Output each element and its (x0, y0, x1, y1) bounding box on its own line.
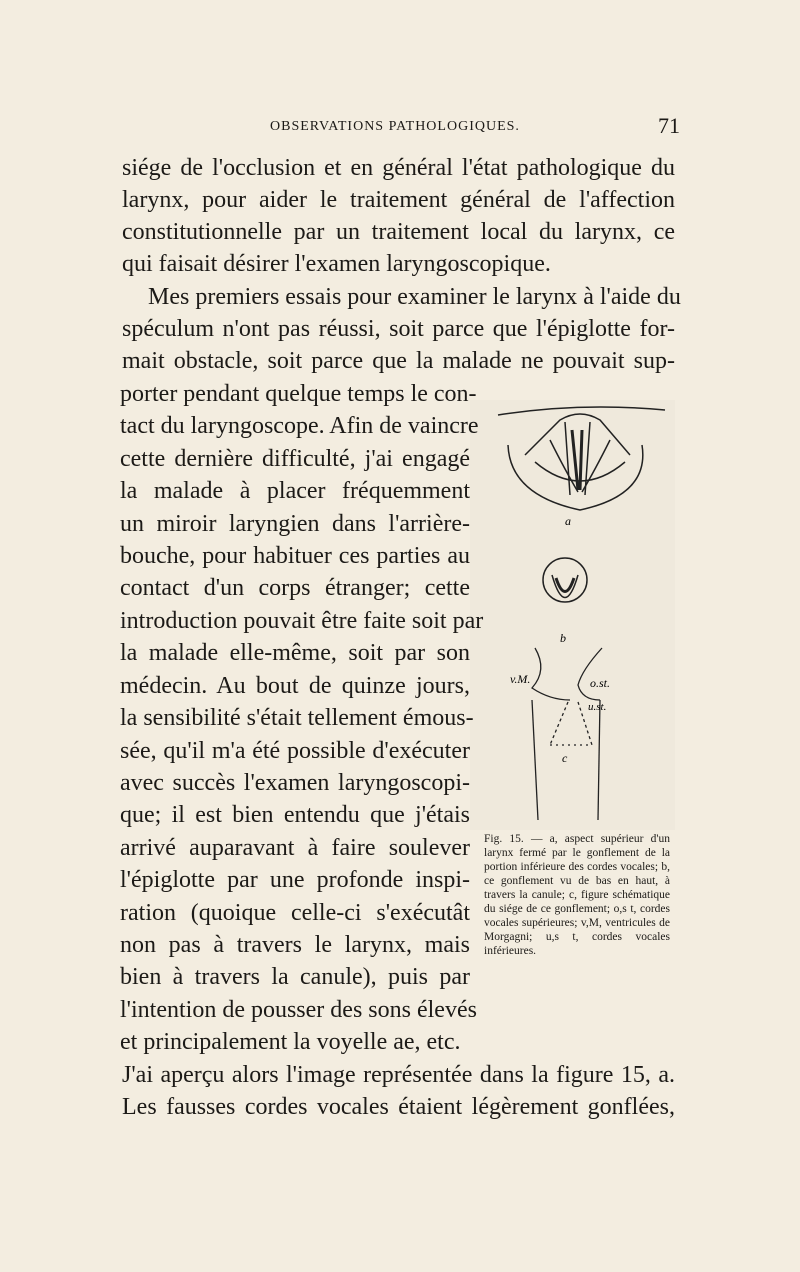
figure-caption: Fig. 15. — a, aspect supérieur d'un larynx fermé par le gonflement de la portion inférieure des cordes vocales; b, ce gonflement vu de bas en haut, à travers la canule; c, figure schématique du siége de ce gonflement; o,s t, cordes vocales supérieures; v,M, ventricules de Morgagni; u,s t, cordes vocales inférieures. (484, 833, 670, 957)
text-line: constitutionnelle par un traitement local du larynx, ce (122, 219, 675, 245)
text-line: J'ai aperçu alors l'image représentée dans la figure 15, a. (122, 1062, 675, 1088)
text-line: Les fausses cordes vocales étaient légèrement gonflées, (122, 1094, 675, 1120)
figure-c-schematic (532, 648, 602, 820)
figure-label-c: c (562, 751, 568, 765)
text-line: l'intention de pousser des sons élevés (120, 997, 477, 1023)
text-line: siége de l'occlusion et en général l'état pathologique du (122, 155, 675, 181)
text-line: Mes premiers essais pour examiner le larynx à l'aide du (148, 284, 681, 310)
text-line: la malade elle-même, soit par son (120, 640, 470, 666)
text-line: ration (quoique celle-ci s'exécutât (120, 900, 470, 926)
text-line: et principalement la voyelle ae, etc. (120, 1029, 461, 1055)
text-line: mait obstacle, soit parce que la malade ne pouvait sup- (122, 348, 675, 374)
text-line: porter pendant quelque temps le con- (120, 381, 477, 407)
text-line: médecin. Au bout de quinze jours, (120, 673, 470, 699)
larynx-figure (490, 400, 670, 830)
text-line: larynx, pour aider le traitement général de l'affection (122, 187, 675, 213)
text-line: cette dernière difficulté, j'ai engagé (120, 446, 470, 472)
text-line: l'épiglotte par une profonde inspi- (120, 867, 470, 893)
page-header (120, 115, 680, 145)
figure-label-a: a (565, 514, 571, 528)
text-line: contact d'un corps étranger; cette (120, 575, 470, 601)
figure-label-vm: v.M. (510, 672, 531, 686)
text-line: la malade à placer fréquemment (120, 478, 470, 504)
page-number: 71 (658, 113, 680, 138)
text-line: un miroir laryngien dans l'arrière- (120, 511, 470, 537)
text-line: non pas à travers le larynx, mais (120, 932, 470, 958)
figure-label-ust: u.st. (588, 701, 607, 713)
text-line: la sensibilité s'était tellement émous- (120, 705, 474, 731)
figure-label-ost: o.st. (590, 676, 611, 690)
text-line: avec succès l'examen laryngoscopi- (120, 770, 470, 796)
text-line: tact du laryngoscope. Afin de vaincre (120, 413, 479, 439)
text-line: que; il est bien entendu que j'étais (120, 802, 470, 828)
figure-label-b: b (560, 631, 566, 645)
figure-a-larynx-top-view (498, 407, 665, 510)
text-line: qui faisait désirer l'examen laryngoscopique. (122, 251, 551, 277)
text-line: bien à travers la canule), puis par (120, 964, 470, 990)
figure-b-ring (543, 558, 587, 602)
text-line: sée, qu'il m'a été possible d'exécuter (120, 738, 470, 764)
text-line: spéculum n'ont pas réussi, soit parce que l'épiglotte for- (122, 316, 675, 342)
text-line: arrivé auparavant à faire soulever (120, 835, 470, 861)
text-line: bouche, pour habituer ces parties au (120, 543, 470, 569)
running-title: OBSERVATIONS PATHOLOGIQUES. (270, 119, 520, 134)
text-line: introduction pouvait être faite soit par (120, 608, 484, 634)
